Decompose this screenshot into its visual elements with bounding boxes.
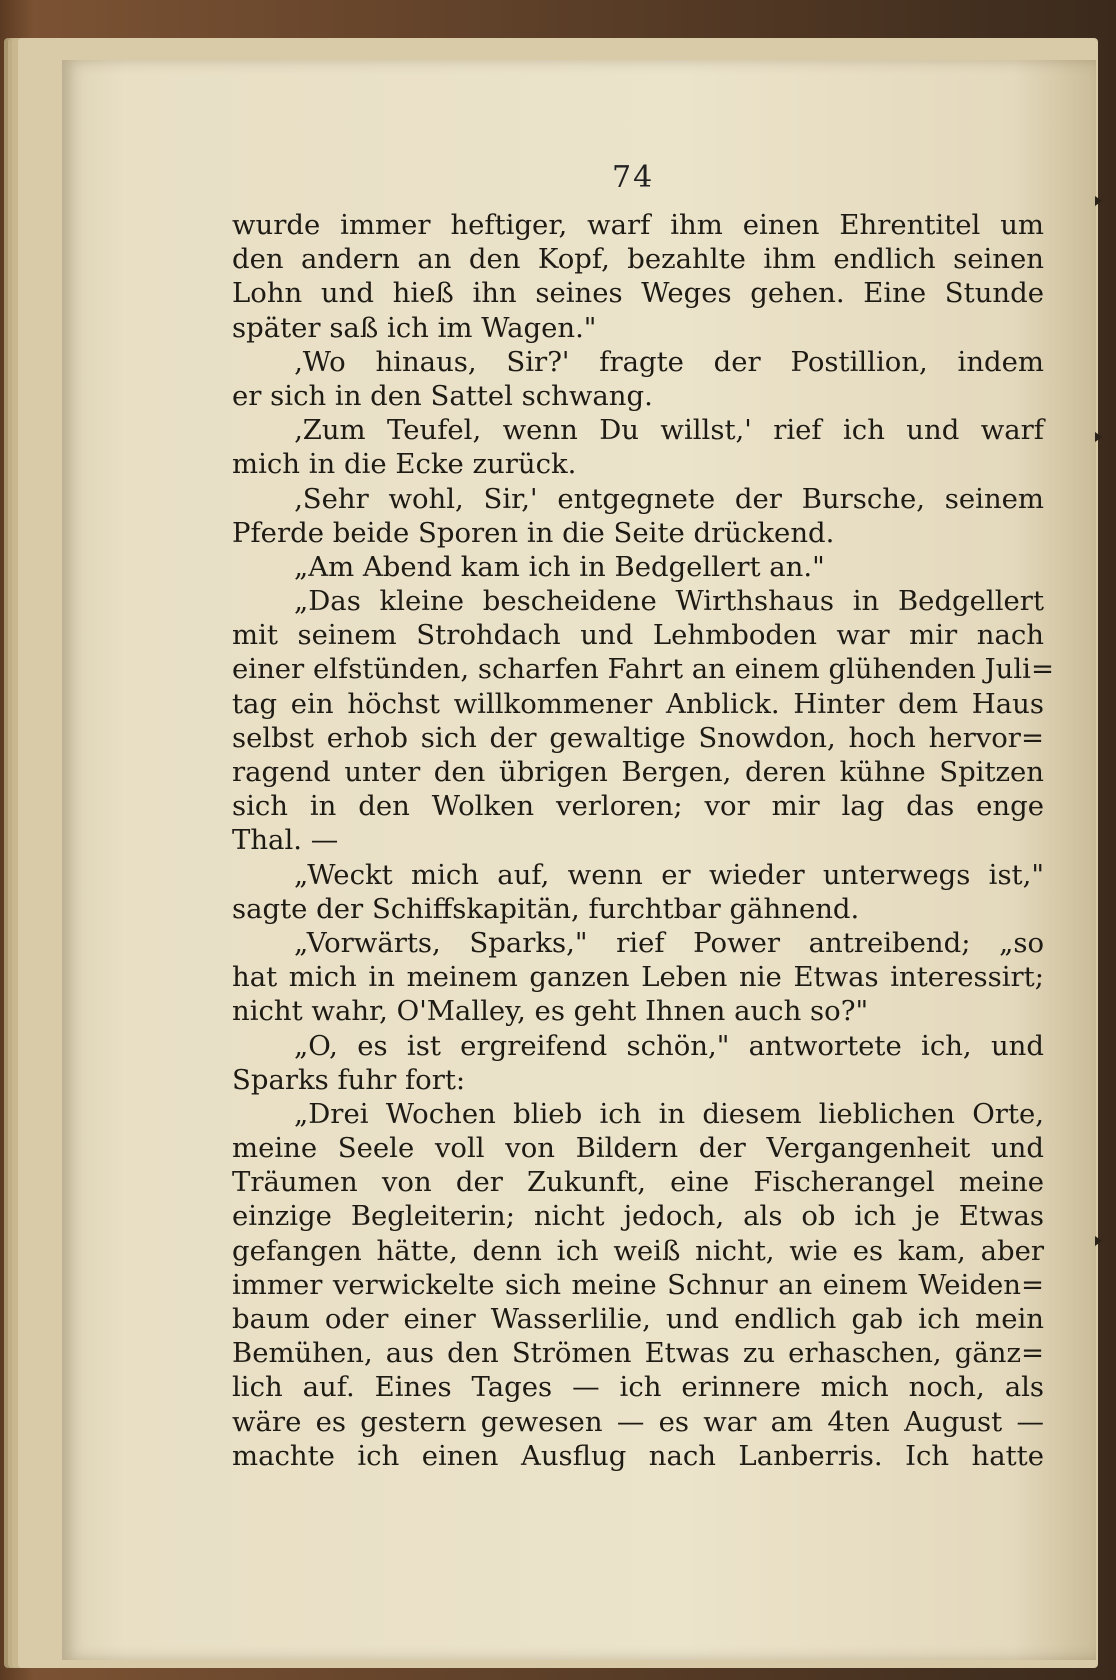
text-line: Sparks fuhr fort: bbox=[232, 1063, 466, 1096]
text-line: ‚Wo hinaus, Sir?' fragte der Postillion, indem bbox=[294, 345, 1044, 378]
text-line: Lohn und hieß ihn seines Weges gehen. Eine Stunde bbox=[232, 277, 1044, 310]
text-line: ‚Zum Teufel, wenn Du willst,' rief ich und warf bbox=[294, 414, 1044, 447]
text-line: einer elfstünden, scharfen Fahrt an einem glühenden Juli= bbox=[232, 653, 1055, 686]
text-line: sagte der Schiffskapitän, furchtbar gähnend. bbox=[232, 892, 860, 925]
text-line: ragend unter den übrigen Bergen, deren kühne Spitzen bbox=[232, 756, 1044, 788]
text-line: einzige Begleiterin; nicht jedoch, als ob ich je Etwas bbox=[232, 1200, 1044, 1233]
text-line: „Drei Wochen blieb ich in diesem lieblichen Orte, bbox=[294, 1097, 1044, 1130]
text-line: später saß ich im Wagen." bbox=[232, 311, 597, 344]
text-line: hat mich in meinem ganzen Leben nie Etwas interessirt; bbox=[232, 961, 1044, 994]
text-line: baum oder einer Wasserlilie, und endlich gab ich mein bbox=[232, 1303, 1044, 1335]
margin-mark bbox=[1095, 1236, 1102, 1246]
text-line: immer verwickelte sich meine Schnur an einem Weiden= bbox=[232, 1268, 1044, 1301]
text-line: „Weckt mich auf, wenn er wieder unterwegs ist," bbox=[294, 858, 1044, 891]
text-line: „Am Abend kam ich in Bedgellert an." bbox=[294, 550, 825, 583]
text-line: wurde immer heftiger, warf ihm einen Ehrentitel um bbox=[232, 209, 1044, 241]
text-line: wäre es gestern gewesen — es war am 4ten August — bbox=[232, 1405, 1044, 1438]
page-text bbox=[232, 208, 1055, 1473]
page-number: 74 bbox=[612, 160, 655, 195]
text-line: er sich in den Sattel schwang. bbox=[232, 379, 653, 412]
text-line: Pferde beide Sporen in die Seite drückend. bbox=[232, 516, 835, 549]
text-line: sich in den Wolken verloren; vor mir lag das enge bbox=[232, 790, 1044, 823]
text-line: Bemühen, aus den Strömen Etwas zu erhaschen, gänz= bbox=[232, 1337, 1044, 1370]
text-line: mit seinem Strohdach und Lehmboden war mir nach bbox=[232, 619, 1044, 652]
text-line: mich in die Ecke zurück. bbox=[232, 448, 577, 481]
text-line: den andern an den Kopf, bezahlte ihm endlich seinen bbox=[232, 243, 1044, 276]
text-line: „O, es ist ergreifend schön," antwortete ich, und bbox=[294, 1029, 1044, 1062]
margin-mark bbox=[1095, 196, 1102, 206]
margin-mark bbox=[1095, 432, 1102, 442]
text-line: ‚Sehr wohl, Sir,' entgegnete der Bursche, seinem bbox=[294, 482, 1044, 515]
text-line: „Das kleine bescheidene Wirthshaus in Bedgellert bbox=[294, 585, 1044, 618]
text-line: Träumen von der Zukunft, eine Fischerangel meine bbox=[232, 1166, 1044, 1199]
text-line: machte ich einen Ausflug nach Lanberris. Ich hatte bbox=[232, 1439, 1044, 1472]
text-line: gefangen hätte, denn ich weiß nicht, wie es kam, aber bbox=[232, 1234, 1044, 1267]
text-line: selbst erhob sich der gewaltige Snowdon, hoch hervor= bbox=[232, 721, 1044, 754]
text-line: „Vorwärts, Sparks," rief Power antreibend; „so bbox=[294, 926, 1044, 959]
text-line: lich auf. Eines Tages — ich erinnere mich noch, als bbox=[232, 1371, 1044, 1404]
text-line: nicht wahr, O'Malley, es geht Ihnen auch so?" bbox=[232, 995, 869, 1028]
text-line: tag ein höchst willkommener Anblick. Hinter dem Haus bbox=[232, 687, 1044, 720]
text-line: Thal. — bbox=[232, 824, 339, 857]
text-line: meine Seele voll von Bildern der Vergangenheit und bbox=[232, 1132, 1044, 1165]
